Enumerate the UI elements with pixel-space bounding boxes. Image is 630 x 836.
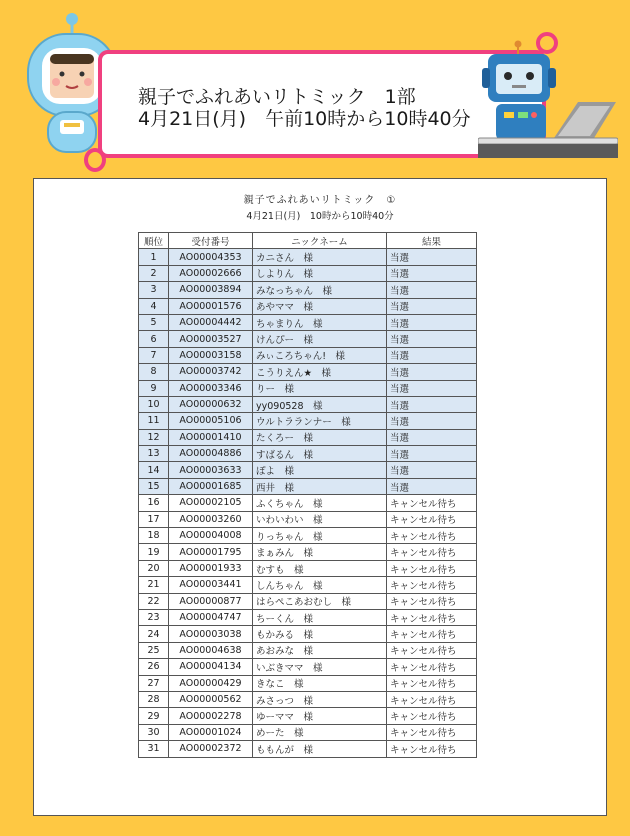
result-cell: 当選 <box>387 282 477 298</box>
table-row <box>139 708 477 724</box>
reception-number-cell: AO00003346 <box>169 380 253 396</box>
reception-number-cell: AO00001024 <box>169 724 253 740</box>
nickname-cell: いぶきママ 様 <box>253 659 387 675</box>
table-row <box>139 675 477 691</box>
table-row <box>139 691 477 707</box>
rank-cell: 19 <box>139 544 169 560</box>
nickname-cell: はらぺこあおむし 様 <box>253 593 387 609</box>
rank-cell: 27 <box>139 675 169 691</box>
lottery-result-table <box>138 232 477 758</box>
result-cell: キャンセル待ち <box>387 724 477 740</box>
result-cell: 当選 <box>387 265 477 281</box>
result-cell: キャンセル待ち <box>387 577 477 593</box>
table-row <box>139 741 477 757</box>
reception-number-cell: AO00004442 <box>169 314 253 330</box>
rank-cell: 15 <box>139 478 169 494</box>
reception-number-cell: AO00004134 <box>169 659 253 675</box>
table-row <box>139 560 477 576</box>
reception-number-cell: AO00004886 <box>169 446 253 462</box>
reception-number-cell: AO00005106 <box>169 413 253 429</box>
reception-number-cell: AO00003158 <box>169 347 253 363</box>
result-cell: キャンセル待ち <box>387 528 477 544</box>
result-cell: キャンセル待ち <box>387 691 477 707</box>
table-row <box>139 609 477 625</box>
nickname-cell: ちゃまりん 様 <box>253 314 387 330</box>
result-cell: 当選 <box>387 462 477 478</box>
rank-cell: 26 <box>139 659 169 675</box>
rank-cell: 1 <box>139 249 169 265</box>
rank-cell: 24 <box>139 626 169 642</box>
nickname-cell: むすも 様 <box>253 560 387 576</box>
rank-cell: 13 <box>139 446 169 462</box>
nickname-cell: ふくちゃん 様 <box>253 495 387 511</box>
table-row <box>139 462 477 478</box>
nickname-cell: もかみる 様 <box>253 626 387 642</box>
reception-number-cell: AO00002372 <box>169 741 253 757</box>
result-cell: 当選 <box>387 249 477 265</box>
rank-cell: 4 <box>139 298 169 314</box>
result-cell: 当選 <box>387 298 477 314</box>
nickname-cell: みさっつ 様 <box>253 691 387 707</box>
result-cell: 当選 <box>387 429 477 445</box>
nickname-cell: しよりん 様 <box>253 265 387 281</box>
header-rank: 順位 <box>139 233 169 249</box>
result-cell: キャンセル待ち <box>387 609 477 625</box>
rank-cell: 29 <box>139 708 169 724</box>
rank-cell: 21 <box>139 577 169 593</box>
rank-cell: 25 <box>139 642 169 658</box>
reception-number-cell: AO00001795 <box>169 544 253 560</box>
nickname-cell: カニさん 様 <box>253 249 387 265</box>
result-cell: 当選 <box>387 331 477 347</box>
reception-number-cell: AO00002278 <box>169 708 253 724</box>
reception-number-cell: AO00004008 <box>169 528 253 544</box>
rank-cell: 5 <box>139 314 169 330</box>
rank-cell: 7 <box>139 347 169 363</box>
rank-cell: 28 <box>139 691 169 707</box>
rank-cell: 23 <box>139 609 169 625</box>
result-cell: 当選 <box>387 396 477 412</box>
reception-number-cell: AO00001933 <box>169 560 253 576</box>
table-row <box>139 528 477 544</box>
table-row <box>139 724 477 740</box>
banner-title <box>138 86 471 130</box>
nickname-cell: けんぴー 様 <box>253 331 387 347</box>
nickname-cell: あおみな 様 <box>253 642 387 658</box>
table-row <box>139 626 477 642</box>
reception-number-cell: AO00001576 <box>169 298 253 314</box>
nickname-cell: ぽよ 様 <box>253 462 387 478</box>
rank-cell: 20 <box>139 560 169 576</box>
banner-title-line1: 親子でふれあいリトミック 1部 <box>138 86 416 108</box>
table-row <box>139 544 477 560</box>
robot-laptop-icon <box>478 40 618 160</box>
result-cell: 当選 <box>387 364 477 380</box>
nickname-cell: ももんが 様 <box>253 741 387 757</box>
reception-number-cell: AO00004638 <box>169 642 253 658</box>
document-subtitle: 4月21日(月) 10時から10時40分 <box>246 211 394 222</box>
rank-cell: 12 <box>139 429 169 445</box>
table-row <box>139 446 477 462</box>
rank-cell: 30 <box>139 724 169 740</box>
nickname-cell: ウルトラランナー 様 <box>253 413 387 429</box>
header-reception-number: 受付番号 <box>169 233 253 249</box>
nickname-cell: ちーくん 様 <box>253 609 387 625</box>
nickname-cell: すばるん 様 <box>253 446 387 462</box>
result-cell: キャンセル待ち <box>387 626 477 642</box>
nickname-cell: ゆーママ 様 <box>253 708 387 724</box>
result-cell: キャンセル待ち <box>387 495 477 511</box>
reception-number-cell: AO00002666 <box>169 265 253 281</box>
table-row <box>139 249 477 265</box>
result-cell: 当選 <box>387 446 477 462</box>
nickname-cell: きなこ 様 <box>253 675 387 691</box>
nickname-cell: りー 様 <box>253 380 387 396</box>
nickname-cell: めーた 様 <box>253 724 387 740</box>
reception-number-cell: AO00003527 <box>169 331 253 347</box>
nickname-cell: たくろー 様 <box>253 429 387 445</box>
reception-number-cell: AO00003742 <box>169 364 253 380</box>
nickname-cell: みなっちゃん 様 <box>253 282 387 298</box>
rank-cell: 18 <box>139 528 169 544</box>
nickname-cell: りっちゃん 様 <box>253 528 387 544</box>
result-cell: キャンセル待ち <box>387 511 477 527</box>
reception-number-cell: AO00003894 <box>169 282 253 298</box>
reception-number-cell: AO00000877 <box>169 593 253 609</box>
table-row <box>139 593 477 609</box>
reception-number-cell: AO00000562 <box>169 691 253 707</box>
table-row <box>139 495 477 511</box>
result-cell: キャンセル待ち <box>387 593 477 609</box>
result-cell: キャンセル待ち <box>387 642 477 658</box>
reception-number-cell: AO00003038 <box>169 626 253 642</box>
result-cell: キャンセル待ち <box>387 560 477 576</box>
nickname-cell: しんちゃん 様 <box>253 577 387 593</box>
rank-cell: 2 <box>139 265 169 281</box>
table-row <box>139 577 477 593</box>
rank-cell: 16 <box>139 495 169 511</box>
table-row <box>139 429 477 445</box>
result-cell: 当選 <box>387 347 477 363</box>
rank-cell: 22 <box>139 593 169 609</box>
reception-number-cell: AO00004747 <box>169 609 253 625</box>
table-row <box>139 364 477 380</box>
nickname-cell: いわいわい 様 <box>253 511 387 527</box>
result-cell: キャンセル待ち <box>387 675 477 691</box>
table-header-row <box>139 233 477 249</box>
result-cell: 当選 <box>387 478 477 494</box>
table-row <box>139 265 477 281</box>
reception-number-cell: AO00000429 <box>169 675 253 691</box>
banner-title-line2: 4月21日(月) 午前10時から10時40分 <box>138 108 471 130</box>
table-row <box>139 511 477 527</box>
result-cell: キャンセル待ち <box>387 708 477 724</box>
table-row <box>139 347 477 363</box>
table-row <box>139 642 477 658</box>
header-nickname: ニックネーム <box>253 233 387 249</box>
table-row <box>139 331 477 347</box>
nickname-cell: あやママ 様 <box>253 298 387 314</box>
table-row <box>139 380 477 396</box>
result-cell: 当選 <box>387 380 477 396</box>
table-row <box>139 314 477 330</box>
reception-number-cell: AO00002105 <box>169 495 253 511</box>
table-row <box>139 413 477 429</box>
result-cell: キャンセル待ち <box>387 544 477 560</box>
rank-cell: 8 <box>139 364 169 380</box>
nickname-cell: こうりえん★ 様 <box>253 364 387 380</box>
result-cell: キャンセル待ち <box>387 659 477 675</box>
reception-number-cell: AO00000632 <box>169 396 253 412</box>
nickname-cell: まぁみん 様 <box>253 544 387 560</box>
result-cell: 当選 <box>387 413 477 429</box>
result-cell: 当選 <box>387 314 477 330</box>
reception-number-cell: AO00004353 <box>169 249 253 265</box>
rank-cell: 11 <box>139 413 169 429</box>
document-title: 親子でふれあいリトミック ① <box>243 195 397 206</box>
result-document <box>33 178 607 816</box>
nickname-cell: yy090528 様 <box>253 396 387 412</box>
nickname-cell: 西井 様 <box>253 478 387 494</box>
reception-number-cell: AO00003441 <box>169 577 253 593</box>
result-cell: キャンセル待ち <box>387 741 477 757</box>
rank-cell: 9 <box>139 380 169 396</box>
banner-curl-bottom <box>84 148 106 172</box>
rank-cell: 10 <box>139 396 169 412</box>
table-row <box>139 659 477 675</box>
rank-cell: 6 <box>139 331 169 347</box>
reception-number-cell: AO00003633 <box>169 462 253 478</box>
table-row <box>139 298 477 314</box>
table-row <box>139 478 477 494</box>
nickname-cell: みぃころちゃん! 様 <box>253 347 387 363</box>
reception-number-cell: AO00003260 <box>169 511 253 527</box>
rank-cell: 3 <box>139 282 169 298</box>
rank-cell: 31 <box>139 741 169 757</box>
reception-number-cell: AO00001410 <box>169 429 253 445</box>
header-result: 結果 <box>387 233 477 249</box>
table-row <box>139 282 477 298</box>
rank-cell: 14 <box>139 462 169 478</box>
reception-number-cell: AO00001685 <box>169 478 253 494</box>
table-row <box>139 396 477 412</box>
rank-cell: 17 <box>139 511 169 527</box>
